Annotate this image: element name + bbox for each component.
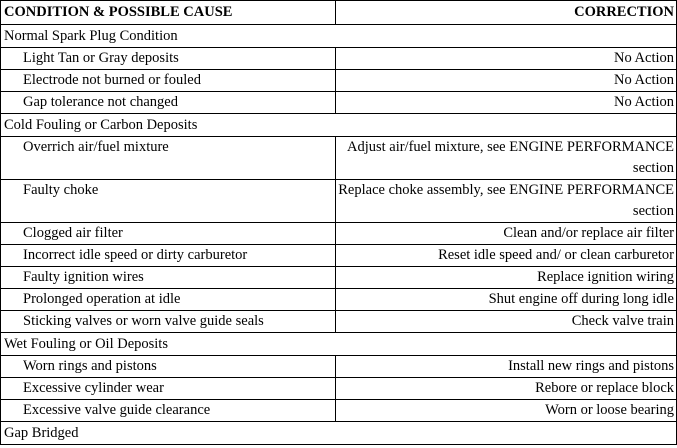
cause-cell: Excessive valve guide clearance (1, 400, 336, 422)
group-title: Normal Spark Plug Condition (1, 25, 677, 48)
table-row (1, 289, 677, 311)
table-row (1, 378, 677, 400)
correction-cell: Replace ignition wiring (336, 267, 677, 289)
table-row (1, 245, 677, 267)
group-row (1, 422, 677, 445)
table-row (1, 356, 677, 378)
table-row (1, 267, 677, 289)
table-row (1, 48, 677, 70)
header-correction: CORRECTION (336, 1, 677, 25)
correction-cell: Rebore or replace block (336, 378, 677, 400)
group-row (1, 333, 677, 356)
correction-cell: Replace choke assembly, see ENGINE PERFORMANCE section (336, 180, 677, 223)
header-cause: CONDITION & POSSIBLE CAUSE (1, 1, 336, 25)
correction-cell: Install new rings and pistons (336, 356, 677, 378)
correction-cell: Check valve train (336, 311, 677, 333)
table-row (1, 137, 677, 180)
cause-cell: Overrich air/fuel mixture (1, 137, 336, 180)
cause-cell: Clogged air filter (1, 223, 336, 245)
cause-cell: Gap tolerance not changed (1, 92, 336, 114)
table-row (1, 223, 677, 245)
correction-cell: No Action (336, 92, 677, 114)
cause-cell: Excessive cylinder wear (1, 378, 336, 400)
table-row (1, 92, 677, 114)
correction-cell: Reset idle speed and/ or clean carburetor (336, 245, 677, 267)
cause-cell: Faulty ignition wires (1, 267, 336, 289)
correction-cell: No Action (336, 48, 677, 70)
cause-cell: Incorrect idle speed or dirty carburetor (1, 245, 336, 267)
correction-cell: Shut engine off during long idle (336, 289, 677, 311)
group-row (1, 25, 677, 48)
group-title: Gap Bridged (1, 422, 677, 445)
cause-cell: Worn rings and pistons (1, 356, 336, 378)
table-row (1, 180, 677, 223)
cause-cell: Light Tan or Gray deposits (1, 48, 336, 70)
group-title: Wet Fouling or Oil Deposits (1, 333, 677, 356)
group-title: Cold Fouling or Carbon Deposits (1, 114, 677, 137)
correction-cell: Adjust air/fuel mixture, see ENGINE PERFORMANCE section (336, 137, 677, 180)
table-row (1, 311, 677, 333)
cause-cell: Faulty choke (1, 180, 336, 223)
correction-cell: No Action (336, 70, 677, 92)
cause-cell: Electrode not burned or fouled (1, 70, 336, 92)
table-row (1, 70, 677, 92)
cause-cell: Sticking valves or worn valve guide seals (1, 311, 336, 333)
cause-cell: Prolonged operation at idle (1, 289, 336, 311)
table-row (1, 400, 677, 422)
correction-cell: Worn or loose bearing (336, 400, 677, 422)
group-row (1, 114, 677, 137)
header-row (1, 1, 677, 25)
correction-cell: Clean and/or replace air filter (336, 223, 677, 245)
